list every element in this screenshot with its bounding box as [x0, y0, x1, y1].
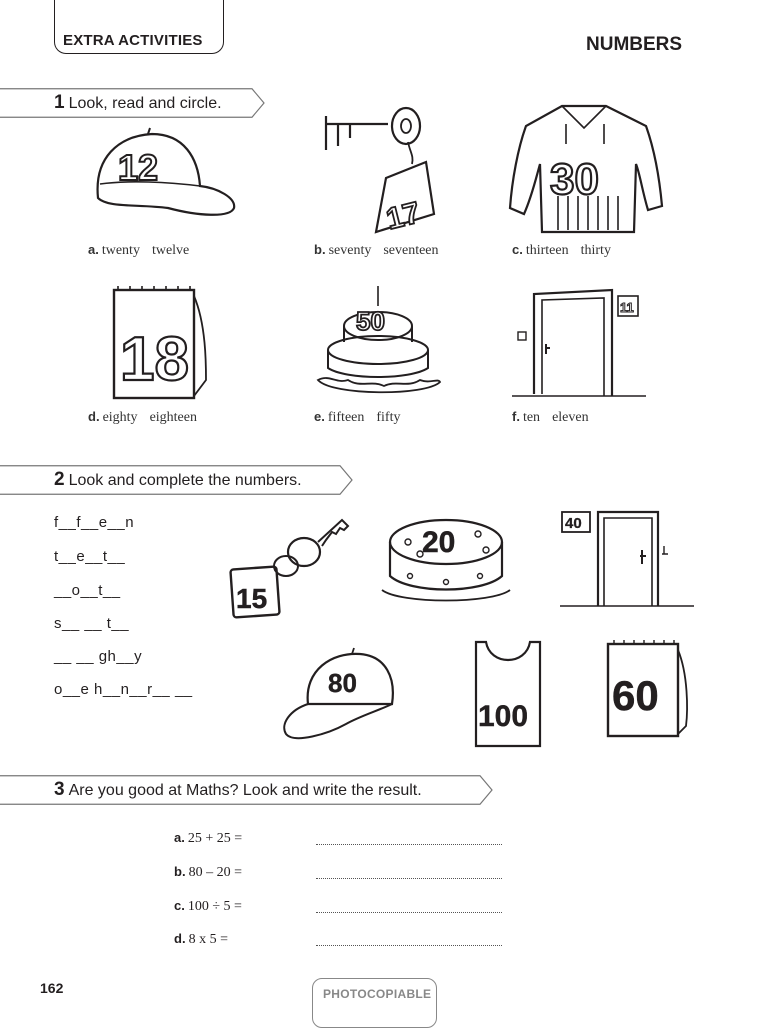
answer-line-a[interactable] [316, 843, 502, 845]
section-2-header [0, 465, 360, 495]
cake-number: 50 [356, 306, 385, 336]
photocopiable-label: PHOTOCOPIABLE [323, 987, 432, 1001]
cake-icon [380, 514, 514, 604]
shirt-number: 30 [550, 155, 599, 204]
section-number: 3 [54, 779, 65, 800]
section-instruction: Are you good at Maths? Look and write the result. [68, 782, 422, 799]
calendar-icon [606, 640, 690, 740]
calendar-icon [110, 284, 210, 404]
option-d: d. eighty eighteen [88, 409, 197, 425]
door-icon [512, 288, 648, 400]
extra-activities-tab [54, 0, 224, 54]
word-blank-3[interactable]: __o__t__ [54, 582, 121, 599]
cap-number: 80 [328, 668, 357, 698]
key-tag-icon [228, 516, 352, 624]
cake-icon [316, 284, 442, 396]
section-number: 2 [54, 469, 65, 490]
key-tag-number: 17 [383, 196, 424, 237]
math-item-d: d. 8 x 5 = [174, 931, 228, 947]
answer-line-d[interactable] [316, 944, 502, 946]
option-e: e. fifteen fifty [314, 409, 401, 425]
option-b: b. seventy seventeen [314, 242, 439, 258]
section-instruction: Look and complete the numbers. [68, 472, 302, 489]
section-number: 1 [54, 92, 65, 113]
page-number: 162 [40, 980, 64, 996]
word-blank-6[interactable]: o__e h__n__r__ __ [54, 681, 193, 698]
key-tag-number: 15 [236, 583, 268, 614]
vest-icon [472, 638, 544, 750]
page-title: NUMBERS [586, 34, 683, 55]
answer-line-c[interactable] [316, 911, 502, 913]
vest-number: 100 [478, 700, 529, 733]
section-3-header [0, 775, 500, 805]
word-blank-4[interactable]: s__ __ t__ [54, 615, 130, 632]
cake-number: 20 [422, 526, 456, 559]
option-a: a. twenty twelve [88, 242, 190, 258]
calendar-number: 60 [612, 672, 659, 719]
math-item-a: a. 25 + 25 = [174, 830, 243, 846]
math-item-c: c. 100 ÷ 5 = [174, 898, 242, 914]
cap-icon [280, 648, 400, 744]
shirt-icon [506, 104, 666, 234]
cap-number: 12 [118, 147, 159, 188]
section-1-header [0, 88, 270, 118]
math-item-b: b. 80 – 20 = [174, 864, 242, 880]
answer-line-b[interactable] [316, 877, 502, 879]
option-f: f. ten eleven [512, 409, 589, 425]
door-number: 11 [620, 300, 634, 315]
door-number: 40 [565, 515, 582, 532]
word-blank-2[interactable]: t__e__t__ [54, 548, 126, 565]
word-blank-1[interactable]: f__f__e__n [54, 514, 135, 531]
photocopiable-stamp [312, 978, 437, 1028]
tab-label: EXTRA ACTIVITIES [63, 32, 203, 49]
calendar-number: 18 [120, 325, 189, 394]
section-instruction: Look, read and circle. [68, 95, 222, 112]
door-icon [560, 508, 696, 612]
cap-icon [88, 128, 238, 220]
word-blank-5[interactable]: __ __ gh__y [54, 648, 143, 665]
option-c: c. thirteen thirty [512, 242, 611, 258]
key-tag-icon [322, 104, 442, 237]
